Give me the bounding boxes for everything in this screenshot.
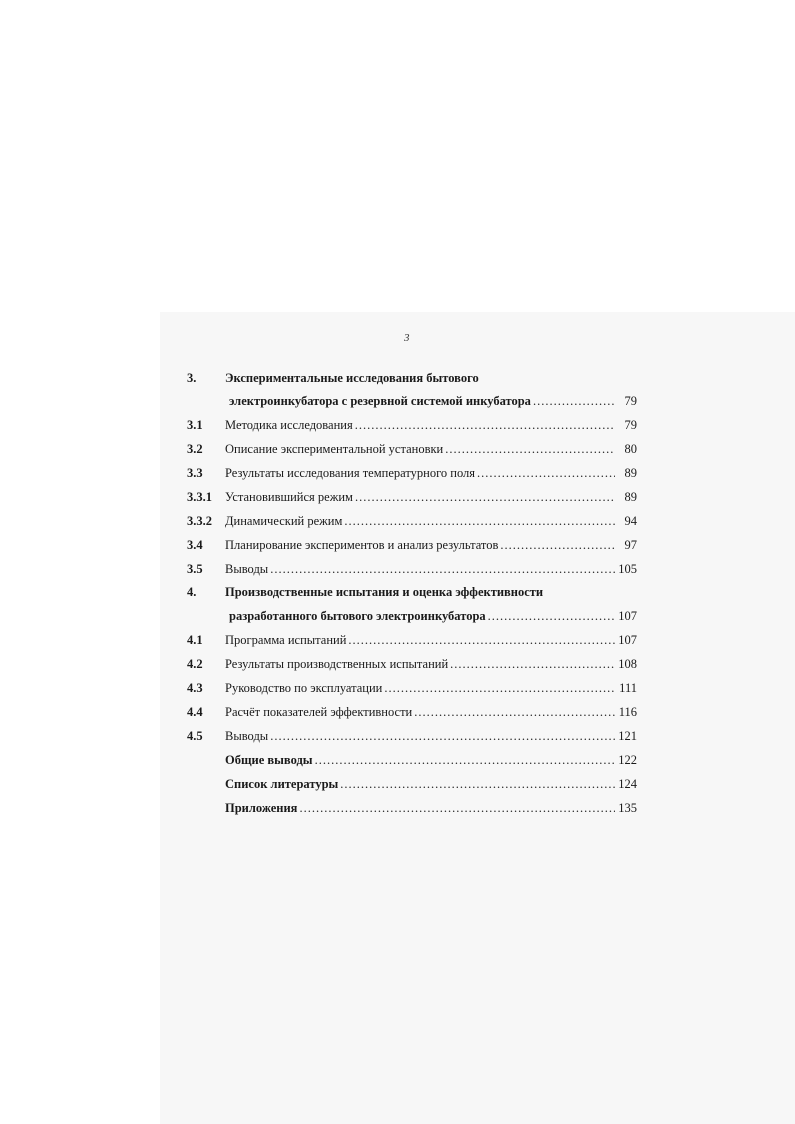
- toc-leader-dots: [315, 750, 615, 770]
- toc-page-number: 80: [624, 442, 637, 456]
- toc-row: [0, 630, 795, 650]
- toc-section-number: 3.5: [187, 562, 203, 576]
- toc-entry: [225, 750, 637, 770]
- toc-section-number: 3.3.1: [187, 490, 212, 504]
- toc-title: разработанного бытового электроинкубатора: [229, 609, 486, 623]
- toc-page-number: 94: [624, 514, 637, 528]
- toc-row: [0, 702, 795, 722]
- toc-title: Выводы: [225, 729, 269, 743]
- toc-page-number: 107: [618, 633, 637, 647]
- toc-leader-dots: [488, 606, 615, 626]
- toc-entry: [229, 606, 637, 626]
- toc-title: Приложения: [225, 801, 298, 815]
- toc-row: [0, 750, 795, 770]
- toc-leader-dots: [384, 678, 615, 698]
- toc-title: Результаты исследования температурного поля: [225, 466, 476, 480]
- toc-page-number: 111: [619, 681, 637, 695]
- toc-section-number: 4.2: [187, 657, 203, 671]
- toc-row: [0, 439, 795, 459]
- toc-entry: [225, 678, 637, 698]
- toc-leader-dots: [500, 535, 615, 555]
- toc-leader-dots: [348, 630, 615, 650]
- toc-page-number: 124: [618, 777, 637, 791]
- toc-row: [0, 368, 795, 388]
- toc-page-number: 122: [618, 753, 637, 767]
- toc-section-number: 3.: [187, 371, 197, 385]
- toc-page-number: 135: [618, 801, 637, 815]
- toc-entry: [225, 726, 637, 746]
- toc-section-number: 3.1: [187, 418, 203, 432]
- toc-row: [0, 535, 795, 555]
- toc-row: [0, 606, 795, 626]
- toc-row: [0, 487, 795, 507]
- toc-row: [0, 415, 795, 435]
- toc-page-number: 116: [618, 705, 637, 719]
- toc-section-number: 4.5: [187, 729, 203, 743]
- toc-title: Результаты производственных испытаний: [225, 657, 449, 671]
- toc-page-number: 105: [618, 562, 637, 576]
- toc-section-number: 4.: [187, 585, 197, 599]
- toc-row: [0, 774, 795, 794]
- toc-page-number: 107: [618, 609, 637, 623]
- toc-row: [0, 726, 795, 746]
- toc-row: [0, 463, 795, 483]
- toc-title: Экспериментальные исследования бытового: [225, 371, 479, 385]
- toc-section-number: 3.3: [187, 466, 203, 480]
- toc-title: Планирование экспериментов и анализ результатов: [225, 538, 499, 552]
- toc-entry: [225, 368, 479, 388]
- toc-page-number: 79: [624, 418, 637, 432]
- toc-page-number: 108: [618, 657, 637, 671]
- toc-title: электроинкубатора с резервной системой инкубатора: [229, 394, 531, 408]
- toc-entry: [225, 463, 637, 483]
- toc-row: [0, 582, 795, 602]
- toc-entry: [225, 535, 637, 555]
- toc-page-number: 79: [624, 394, 637, 408]
- toc-leader-dots: [414, 702, 615, 722]
- toc-entry: [225, 630, 637, 650]
- toc-title: Производственные испытания и оценка эффективности: [225, 585, 544, 599]
- toc-section-number: 3.2: [187, 442, 203, 456]
- toc-leader-dots: [533, 391, 615, 411]
- toc-section-number: 4.3: [187, 681, 203, 695]
- toc-entry: [225, 487, 637, 507]
- toc-leader-dots: [270, 559, 615, 579]
- toc-page-number: 97: [624, 538, 637, 552]
- toc-title: Динамический режим: [225, 514, 343, 528]
- toc-entry: [229, 391, 637, 411]
- toc-leader-dots: [445, 439, 615, 459]
- toc-page-number: 89: [624, 490, 637, 504]
- toc-leader-dots: [355, 415, 615, 435]
- toc-leader-dots: [477, 463, 615, 483]
- toc-page-number: 89: [624, 466, 637, 480]
- toc-title: Расчёт показателей эффективности: [225, 705, 413, 719]
- toc-section-number: 3.4: [187, 538, 203, 552]
- toc-entry: [225, 702, 637, 722]
- toc-leader-dots: [450, 654, 615, 674]
- toc-entry: [225, 798, 637, 818]
- toc-leader-dots: [344, 511, 615, 531]
- toc-title: Руководство по эксплуатации: [225, 681, 383, 695]
- page-number: 3: [404, 332, 410, 344]
- toc-title: Выводы: [225, 562, 269, 576]
- toc-entry: [225, 439, 637, 459]
- toc-section-number: 3.3.2: [187, 514, 212, 528]
- toc-entry: [225, 559, 637, 579]
- toc-entry: [225, 582, 543, 602]
- toc-title: Описание экспериментальной установки: [225, 442, 444, 456]
- toc-entry: [225, 654, 637, 674]
- toc-row: [0, 559, 795, 579]
- toc-leader-dots: [355, 487, 615, 507]
- toc-row: [0, 511, 795, 531]
- toc-section-number: 4.4: [187, 705, 203, 719]
- toc-title: Программа испытаний: [225, 633, 347, 647]
- toc-title: Установившийся режим: [225, 490, 353, 504]
- toc-leader-dots: [299, 798, 615, 818]
- toc-section-number: 4.1: [187, 633, 203, 647]
- toc-row: [0, 678, 795, 698]
- toc-entry: [225, 774, 637, 794]
- toc-leader-dots: [340, 774, 615, 794]
- toc-title: Методика исследования: [225, 418, 353, 432]
- toc-row: [0, 391, 795, 411]
- toc-entry: [225, 511, 637, 531]
- toc-leader-dots: [270, 726, 615, 746]
- toc-row: [0, 798, 795, 818]
- toc-title: Общие выводы: [225, 753, 313, 767]
- toc-row: [0, 654, 795, 674]
- toc-title: Список литературы: [225, 777, 339, 791]
- toc-page-number: 121: [618, 729, 637, 743]
- toc-entry: [225, 415, 637, 435]
